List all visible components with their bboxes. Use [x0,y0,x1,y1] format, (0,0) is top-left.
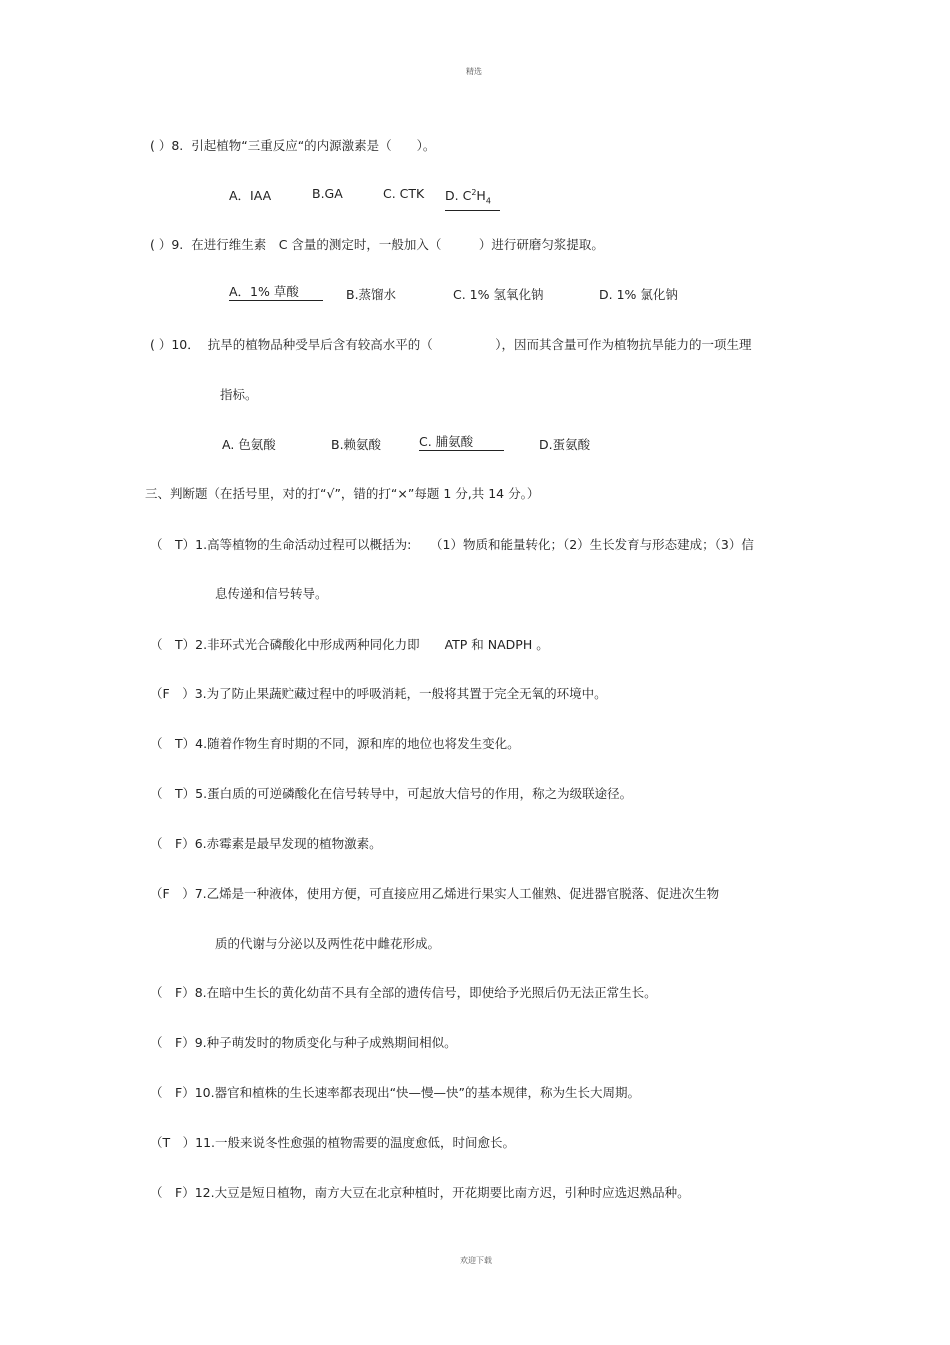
tf-item-6 [150,834,382,852]
option-d-answer: D. $C^2H_4$ [445,186,500,211]
tf-mark: （ T）4. [150,736,208,751]
question-mark: ( ）10． [150,337,200,352]
page-header: 精选 [466,67,482,76]
tf-item-1 [150,535,754,553]
tf-mark: （T ）11. [150,1135,216,1150]
tf-item-2 [150,635,549,653]
option-a: A．IAA [229,188,272,203]
question-9 [150,235,604,253]
tf-text: 种子萌发时的物质变化与种子成熟期间相似。 [206,1035,457,1050]
option-c-answer: C. 脯氨酸 [419,435,504,451]
tf-item-11 [150,1133,515,1151]
question-10 [150,335,751,353]
tf-mark: （ F）10. [150,1085,215,1100]
tf-text: 高等植物的生命活动过程可以概括为: （1）物质和能量转化；（2）生长发育与形态建成；（3）信 [207,537,754,552]
tf-item-10 [150,1083,640,1101]
question-text: 在进行维生素 C 含量的测定时，一般加入（ ）进行研磨匀浆提取。 [191,237,604,252]
option-c: C. CTK [383,186,425,201]
option-b: B.蒸馏水 [346,287,397,302]
tf-text: 赤霉素是最早发现的植物激素。 [206,836,382,851]
question-mark: ( ）9. [150,237,184,252]
option-a-answer: A．1% 草酸 [229,285,323,301]
tf-text: 器官和植株的生长速率都表现出“快—慢—快”的基本规律，称为生长大周期。 [214,1085,641,1100]
question-text: 抗旱的植物品种受旱后含有较高水平的（ ），因而其含量可作为植物抗旱能力的一项生理 [207,337,752,352]
tf-mark: （ F）8. [150,985,207,1000]
tf-mark: （ F）12. [150,1185,215,1200]
tf-mark: （ T）2. [150,637,208,652]
tf-item-4 [150,734,520,752]
option-b: B.赖氨酸 [331,437,382,452]
tf-item-3 [150,684,607,702]
tf-mark: （ T）1. [150,537,208,552]
option-b: B.GA [312,186,343,201]
tf-item-8 [150,983,657,1001]
tf-text: 蛋白质的可逆磷酸化在信号转导中，可起放大信号的作用，称之为级联途径。 [207,786,633,801]
question-text: 引起植物“三重反应“的内源激素是（ ）。 [191,138,436,153]
tf-item-5 [150,784,632,802]
tf-item-1-continuation: 息传递和信号转导。 [215,586,328,601]
tf-text: 非环式光合磷酸化中形成两种同化力即 ATP 和 NADPH 。 [207,637,549,652]
tf-mark: （ F）6. [150,836,207,851]
tf-mark: （ T）5. [150,786,208,801]
tf-text: 在暗中生长的黄化幼苗不具有全部的遗传信号，即使给予光照后仍无法正常生长。 [206,985,657,1000]
tf-mark: （F ）3. [150,686,207,701]
tf-text: 大豆是短日植物，南方大豆在北京种植时，开花期要比南方迟，引种时应选迟熟品种。 [214,1185,690,1200]
option-c: C. 1% 氢氧化钠 [453,287,544,302]
page-footer: 欢迎下载 [460,1256,492,1265]
tf-item-7 [150,884,719,902]
tf-text: 随着作物生育时期的不同，源和库的地位也将发生变化。 [207,736,520,751]
section-3-heading: 三、判断题（在括号里，对的打“√”，错的打“×”每题 1 分,共 14 分。） [145,486,540,501]
tf-text: 乙烯是一种液体，使用方便，可直接应用乙烯进行果实人工催熟、促进器官脱落、促进次生物 [206,886,720,901]
option-d: D. 1% 氯化钠 [599,287,678,302]
tf-mark: （ F）9. [150,1035,207,1050]
question-8 [150,136,435,154]
tf-item-12 [150,1183,690,1201]
question-10-continuation: 指标。 [220,387,258,402]
option-d: D.蛋氨酸 [539,437,591,452]
tf-item-7-continuation: 质的代谢与分泌以及两性花中雌花形成。 [215,936,441,951]
option-a: A. 色氨酸 [222,437,276,452]
tf-text: 一般来说冬性愈强的植物需要的温度愈低，时间愈长。 [215,1135,516,1150]
tf-text: 为了防止果蔬贮藏过程中的呼吸消耗，一般将其置于完全无氧的环境中。 [206,686,607,701]
tf-item-9 [150,1033,457,1051]
tf-mark: （F ）7. [150,886,207,901]
question-mark: ( ）8. [150,138,184,153]
